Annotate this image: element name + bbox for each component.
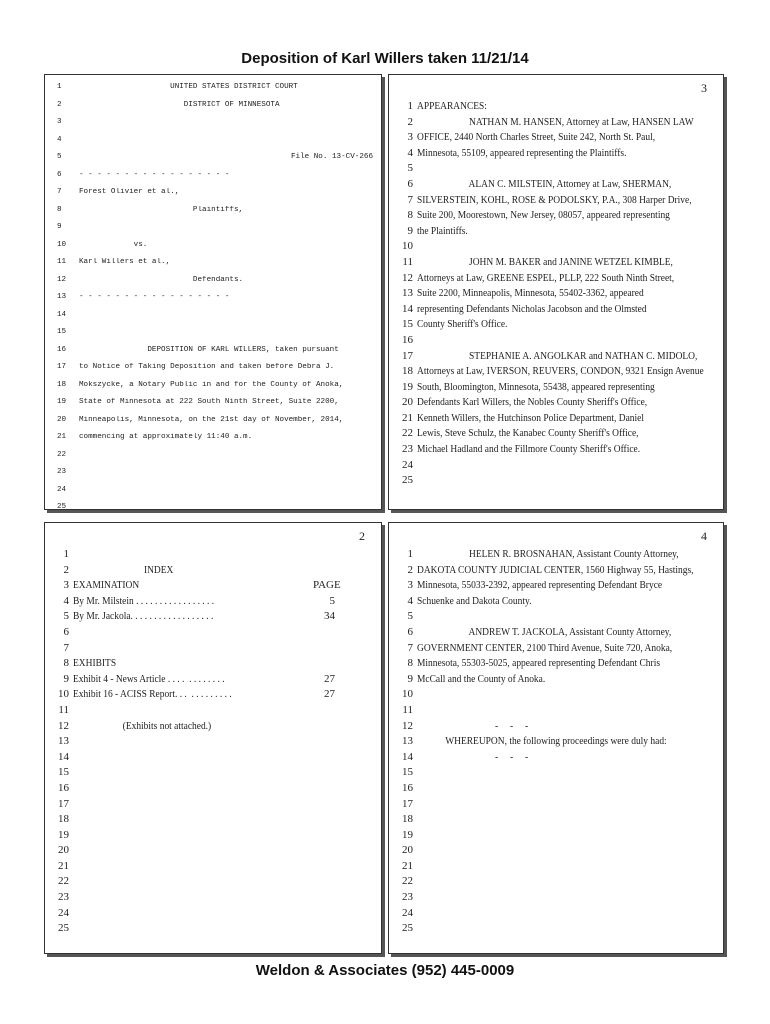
transcript-line — [395, 130, 717, 146]
line-number: 13 — [402, 287, 413, 300]
line-text: EXAMINATION — [73, 579, 140, 592]
line-number: 16 — [57, 345, 67, 354]
line-text: Minnesota, 55109, appeared representing the Plaintiffs. — [417, 146, 627, 159]
line-number: 12 — [58, 719, 69, 732]
line-number: 10 — [58, 688, 69, 701]
transcript-line — [51, 609, 375, 625]
transcript-line — [395, 302, 717, 318]
transcript-line — [395, 115, 717, 131]
line-number: 10 — [402, 240, 413, 253]
line-number: 2 — [63, 563, 69, 576]
transcript-line — [53, 398, 373, 416]
line-text: - - - — [417, 750, 529, 763]
transcript-line — [51, 547, 375, 563]
transcript-line — [395, 828, 717, 844]
page-4-lines — [395, 547, 717, 937]
transcript-line — [51, 874, 375, 890]
index-page-ref: 27 — [324, 672, 335, 685]
line-number: 21 — [402, 859, 413, 872]
transcript-page-3 — [388, 74, 724, 510]
transcript-line — [51, 687, 375, 703]
line-number: 19 — [57, 398, 67, 406]
line-number: 5 — [57, 153, 62, 161]
transcript-line — [51, 906, 375, 922]
line-number: 22 — [402, 427, 413, 440]
court-reporter-footer: Weldon & Associates (952) 445-0009 — [255, 962, 515, 979]
page-number: 2 — [359, 529, 365, 543]
line-number: 19 — [58, 828, 69, 841]
transcript-line — [53, 486, 373, 504]
line-number: 10 — [402, 688, 413, 701]
line-number: 9 — [57, 223, 62, 231]
transcript-line — [51, 625, 375, 641]
line-number: 14 — [402, 750, 413, 763]
line-number: 9 — [63, 672, 69, 685]
line-number: 24 — [402, 906, 413, 919]
line-right-text: File No. 13-CV-266 — [290, 153, 373, 161]
transcript-line — [395, 426, 717, 442]
transcript-line — [395, 286, 717, 302]
index-page-ref: 5 — [329, 594, 335, 607]
line-number: 22 — [402, 875, 413, 888]
line-text: INDEX — [73, 563, 174, 576]
line-text: (Exhibits not attached.) — [73, 719, 212, 732]
line-number: 22 — [57, 450, 67, 459]
transcript-line — [51, 921, 375, 937]
line-number: 1 — [57, 83, 62, 91]
transcript-line — [395, 906, 717, 922]
page-2-lines — [51, 547, 375, 937]
transcript-line — [53, 503, 373, 521]
line-text: Attorneys at Law, GREENE ESPEL, PLLP, 222 South Ninth Street, — [417, 271, 675, 284]
line-number: 14 — [57, 310, 67, 319]
transcript-line — [53, 451, 373, 469]
line-number: 7 — [63, 641, 69, 654]
line-text: Forest Olivier et al., — [79, 188, 180, 196]
line-text: SILVERSTEIN, KOHL, ROSE & PODOLSKY, P.A., 308 Harper Drive, — [417, 193, 692, 206]
line-number: 15 — [57, 328, 67, 336]
transcript-line — [395, 458, 717, 474]
line-number: 17 — [402, 349, 413, 362]
line-number: 12 — [57, 275, 67, 284]
transcript-line — [53, 381, 373, 399]
line-number: 23 — [402, 443, 413, 456]
line-text: APPEARANCES: — [417, 100, 487, 112]
transcript-line — [51, 563, 375, 579]
transcript-line — [395, 161, 717, 177]
line-number: 4 — [63, 594, 69, 607]
transcript-line — [395, 99, 717, 115]
transcript-line — [395, 781, 717, 797]
line-number: 6 — [63, 625, 69, 638]
transcript-line — [53, 136, 373, 154]
transcript-line — [53, 468, 373, 486]
index-page-ref: PAGE — [313, 579, 341, 592]
line-number: 7 — [57, 188, 62, 196]
transcript-line — [395, 594, 717, 610]
line-number: 2 — [57, 100, 62, 109]
line-text: GOVERNMENT CENTER, 2100 Third Avenue, Suite 720, Anoka, — [417, 641, 673, 654]
transcript-line — [395, 797, 717, 813]
transcript-line — [51, 734, 375, 750]
line-text: NATHAN M. HANSEN, Attorney at Law, HANSEN LAW — [417, 115, 694, 128]
line-number: 14 — [58, 750, 69, 763]
line-text: ALAN C. MILSTEIN, Attorney at Law, SHERMAN, — [417, 177, 672, 190]
line-number: 1 — [407, 548, 413, 560]
line-number: 19 — [402, 828, 413, 841]
transcript-line — [395, 843, 717, 859]
line-number: 23 — [58, 891, 69, 904]
transcript-line — [395, 719, 717, 735]
line-number: 11 — [57, 258, 67, 266]
transcript-line — [395, 255, 717, 271]
line-number: 10 — [57, 240, 67, 249]
line-text: - - - - - - - - - - - - - - - - - — [79, 170, 230, 179]
line-text: Plaintiffs, — [79, 205, 244, 214]
line-number: 7 — [407, 193, 413, 206]
line-number: 21 — [57, 433, 67, 441]
transcript-line — [395, 349, 717, 365]
transcript-line — [51, 781, 375, 797]
line-text: Defendants Karl Willers, the Nobles County Sheriff's Office, — [417, 396, 648, 409]
line-text: McCall and the County of Anoka. — [417, 672, 546, 685]
transcript-line — [395, 812, 717, 828]
line-number: 25 — [58, 922, 69, 935]
transcript-line — [395, 890, 717, 906]
line-text: Lewis, Steve Schulz, the Kanabec County Sheriff's Office, — [417, 427, 639, 440]
transcript-line — [395, 874, 717, 890]
line-number: 15 — [58, 766, 69, 779]
transcript-line — [53, 171, 373, 189]
line-number: 25 — [57, 503, 67, 511]
line-number: 22 — [58, 875, 69, 888]
line-text: Schuenke and Dakota County. — [417, 594, 532, 607]
transcript-page-4 — [388, 522, 724, 954]
page-number: 4 — [701, 529, 707, 543]
line-number: 6 — [57, 170, 62, 179]
line-number: 24 — [57, 485, 67, 494]
line-number: 13 — [402, 735, 413, 748]
line-number: 12 — [402, 271, 413, 284]
line-number: 4 — [57, 135, 62, 144]
page-1-lines — [53, 83, 373, 521]
transcript-page-1 — [44, 74, 382, 510]
transcript-line — [395, 177, 717, 193]
transcript-line — [395, 563, 717, 579]
page-number: 3 — [701, 81, 707, 95]
transcript-line — [53, 101, 373, 119]
line-number: 11 — [58, 703, 69, 716]
line-number: 13 — [58, 735, 69, 748]
line-text: County Sheriff's Office. — [417, 318, 508, 331]
line-number: 8 — [407, 209, 413, 222]
line-text: By Mr. Milstein . . . . . . . . . . . . . . . . . — [73, 594, 215, 607]
transcript-line — [51, 672, 375, 688]
transcript-line — [395, 672, 717, 688]
transcript-line — [395, 609, 717, 625]
transcript-line — [51, 890, 375, 906]
transcript-line — [51, 797, 375, 813]
line-number: 21 — [402, 411, 413, 424]
line-number: 20 — [58, 844, 69, 857]
line-text: Exhibit 16 - ACISS Report. . . . . . . . . . . . — [73, 688, 232, 701]
line-text: EXHIBITS — [73, 657, 117, 670]
line-number: 17 — [402, 797, 413, 810]
line-number: 15 — [402, 318, 413, 331]
line-text: - - - - - - - - - - - - - - - - - — [79, 293, 230, 301]
transcript-line — [395, 765, 717, 781]
line-number: 20 — [57, 415, 67, 424]
line-text: to Notice of Taking Deposition and taken before Debra J. — [79, 363, 335, 371]
line-text: Suite 200, Moorestown, New Jersey, 08057, appeared representing — [417, 209, 670, 222]
line-number: 20 — [402, 396, 413, 409]
transcript-line — [53, 153, 373, 171]
transcript-line — [53, 188, 373, 206]
page-3-lines — [395, 99, 717, 489]
index-page-ref: 34 — [324, 610, 335, 623]
transcript-line — [395, 224, 717, 240]
line-number: 9 — [407, 224, 413, 237]
line-text: South, Bloomington, Minnesota, 55438, appeared representing — [417, 380, 655, 393]
transcript-line — [51, 578, 375, 594]
transcript-line — [53, 328, 373, 346]
transcript-line — [53, 293, 373, 311]
transcript-line — [395, 317, 717, 333]
line-number: 2 — [407, 115, 413, 128]
transcript-line — [395, 146, 717, 162]
transcript-line — [51, 594, 375, 610]
line-number: 2 — [407, 563, 413, 576]
line-number: 16 — [402, 781, 413, 794]
line-number: 25 — [402, 474, 413, 487]
line-number: 15 — [402, 766, 413, 779]
transcript-line — [395, 239, 717, 255]
line-text: State of Minnesota at 222 South Ninth Street, Suite 2200, — [79, 398, 339, 406]
line-number: 3 — [407, 131, 413, 144]
transcript-line — [395, 750, 717, 766]
line-number: 5 — [407, 162, 413, 175]
line-number: 1 — [407, 100, 413, 112]
line-text: DEPOSITION OF KARL WILLERS, taken pursuant — [79, 345, 339, 354]
line-text: Defendants. — [79, 275, 244, 284]
line-number: 9 — [407, 672, 413, 685]
line-text: Mokszycke, a Notary Public in and for the County of Anoka, — [79, 380, 344, 389]
line-text: DISTRICT OF MINNESOTA — [79, 100, 280, 109]
line-number: 21 — [58, 859, 69, 872]
line-number: 20 — [402, 844, 413, 857]
line-number: 4 — [407, 146, 413, 159]
line-number: 14 — [402, 302, 413, 315]
transcript-line — [53, 311, 373, 329]
transcript-line — [51, 859, 375, 875]
transcript-line — [395, 271, 717, 287]
transcript-line — [395, 333, 717, 349]
line-text: By Mr. Jackola. . . . . . . . . . . . . . . . . . — [73, 610, 214, 623]
line-number: 5 — [407, 610, 413, 623]
line-number: 7 — [407, 641, 413, 654]
line-text: DAKOTA COUNTY JUDICIAL CENTER, 1560 Highway 55, Hastings, — [417, 563, 694, 576]
transcript-line — [51, 750, 375, 766]
transcript-line — [395, 921, 717, 937]
line-number: 6 — [407, 177, 413, 190]
transcript-line — [51, 656, 375, 672]
line-number: 17 — [58, 797, 69, 810]
line-text: Michael Hadland and the Fillmore County Sheriff's Office. — [417, 443, 641, 456]
line-number: 8 — [407, 657, 413, 670]
transcript-line — [395, 859, 717, 875]
line-number: 18 — [58, 813, 69, 826]
line-text: OFFICE, 2440 North Charles Street, Suite 242, North St. Paul, — [417, 131, 656, 144]
line-number: 8 — [57, 205, 62, 214]
transcript-line — [51, 812, 375, 828]
transcript-line — [51, 703, 375, 719]
line-text: representing Defendants Nicholas Jacobson and the Olmsted — [417, 302, 647, 315]
line-text: UNITED STATES DISTRICT COURT — [79, 83, 298, 91]
line-number: 23 — [57, 468, 67, 476]
line-text: STEPHANIE A. ANGOLKAR and NATHAN C. MIDOLO, — [417, 349, 698, 362]
transcript-line — [395, 395, 717, 411]
line-number: 6 — [407, 625, 413, 638]
line-text: JOHN M. BAKER and JANINE WETZEL KIMBLE, — [417, 255, 673, 268]
document-title: Deposition of Karl Willers taken 11/21/14 — [241, 50, 529, 67]
line-text: Minneapolis, Minnesota, on the 21st day of November, 2014, — [79, 415, 344, 424]
transcript-line — [53, 433, 373, 451]
line-number: 16 — [58, 781, 69, 794]
transcript-line — [395, 364, 717, 380]
transcript-line — [53, 241, 373, 259]
transcript-line — [53, 258, 373, 276]
line-number: 4 — [407, 594, 413, 607]
line-number: 13 — [57, 293, 67, 301]
transcript-page-2 — [44, 522, 382, 954]
transcript-line — [53, 363, 373, 381]
transcript-line — [53, 223, 373, 241]
line-number: 3 — [57, 118, 62, 126]
line-text: Minnesota, 55033-2392, appeared representing Defendant Bryce — [417, 579, 663, 592]
line-number: 5 — [63, 610, 69, 623]
line-text: Minnesota, 55303-5025, appeared representing Defendant Chris — [417, 657, 661, 670]
transcript-line — [51, 719, 375, 735]
line-text: Kenneth Willers, the Hutchinson Police Department, Daniel — [417, 411, 644, 424]
transcript-line — [395, 193, 717, 209]
line-text: Karl Willers et al., — [79, 258, 171, 266]
line-number: 25 — [402, 922, 413, 935]
transcript-line — [395, 641, 717, 657]
transcript-line — [51, 641, 375, 657]
transcript-line — [395, 703, 717, 719]
transcript-line — [395, 380, 717, 396]
transcript-line — [53, 346, 373, 364]
line-number: 3 — [407, 579, 413, 592]
line-number: 18 — [402, 813, 413, 826]
transcript-line — [395, 625, 717, 641]
line-text: vs. — [79, 240, 148, 249]
line-text: HELEN R. BROSNAHAN, Assistant County Attorney, — [417, 548, 679, 560]
transcript-line — [395, 442, 717, 458]
line-number: 18 — [57, 380, 67, 389]
line-text: WHEREUPON, the following proceedings were duly had: — [417, 735, 667, 748]
line-number: 18 — [402, 365, 413, 378]
transcript-line — [395, 656, 717, 672]
transcript-line — [395, 547, 717, 563]
transcript-line — [395, 411, 717, 427]
line-text: ANDREW T. JACKOLA, Assistant County Attorney, — [417, 625, 672, 638]
transcript-line — [395, 687, 717, 703]
line-number: 24 — [58, 906, 69, 919]
transcript-line — [51, 843, 375, 859]
line-text: - - - — [417, 719, 529, 732]
transcript-line — [53, 118, 373, 136]
line-number: 19 — [402, 380, 413, 393]
line-number: 8 — [63, 657, 69, 670]
line-number: 1 — [63, 548, 69, 560]
transcript-line — [53, 276, 373, 294]
line-number: 16 — [402, 333, 413, 346]
transcript-line — [53, 416, 373, 434]
line-text: the Plaintiffs. — [417, 224, 468, 237]
line-number: 11 — [402, 255, 413, 268]
index-page-ref: 27 — [324, 688, 335, 701]
transcript-line — [395, 473, 717, 489]
transcript-line — [53, 83, 373, 101]
line-text: Exhibit 4 - News Article . . . . . . . . . . . . — [73, 672, 225, 685]
transcript-line — [53, 206, 373, 224]
line-number: 23 — [402, 891, 413, 904]
line-text: Attorneys at Law, IVERSON, REUVERS, CONDON, 9321 Ensign Avenue — [417, 365, 704, 378]
line-text: commencing at approximately 11:40 a.m. — [79, 433, 253, 441]
transcript-line — [51, 828, 375, 844]
line-number: 17 — [57, 363, 67, 371]
transcript-line — [395, 578, 717, 594]
line-number: 24 — [402, 458, 413, 471]
transcript-line — [51, 765, 375, 781]
transcript-line — [395, 734, 717, 750]
line-number: 11 — [402, 703, 413, 716]
line-text: Suite 2200, Minneapolis, Minnesota, 55402-3362, appeared — [417, 287, 644, 300]
transcript-line — [395, 208, 717, 224]
line-number: 12 — [402, 719, 413, 732]
line-number: 3 — [63, 579, 69, 592]
